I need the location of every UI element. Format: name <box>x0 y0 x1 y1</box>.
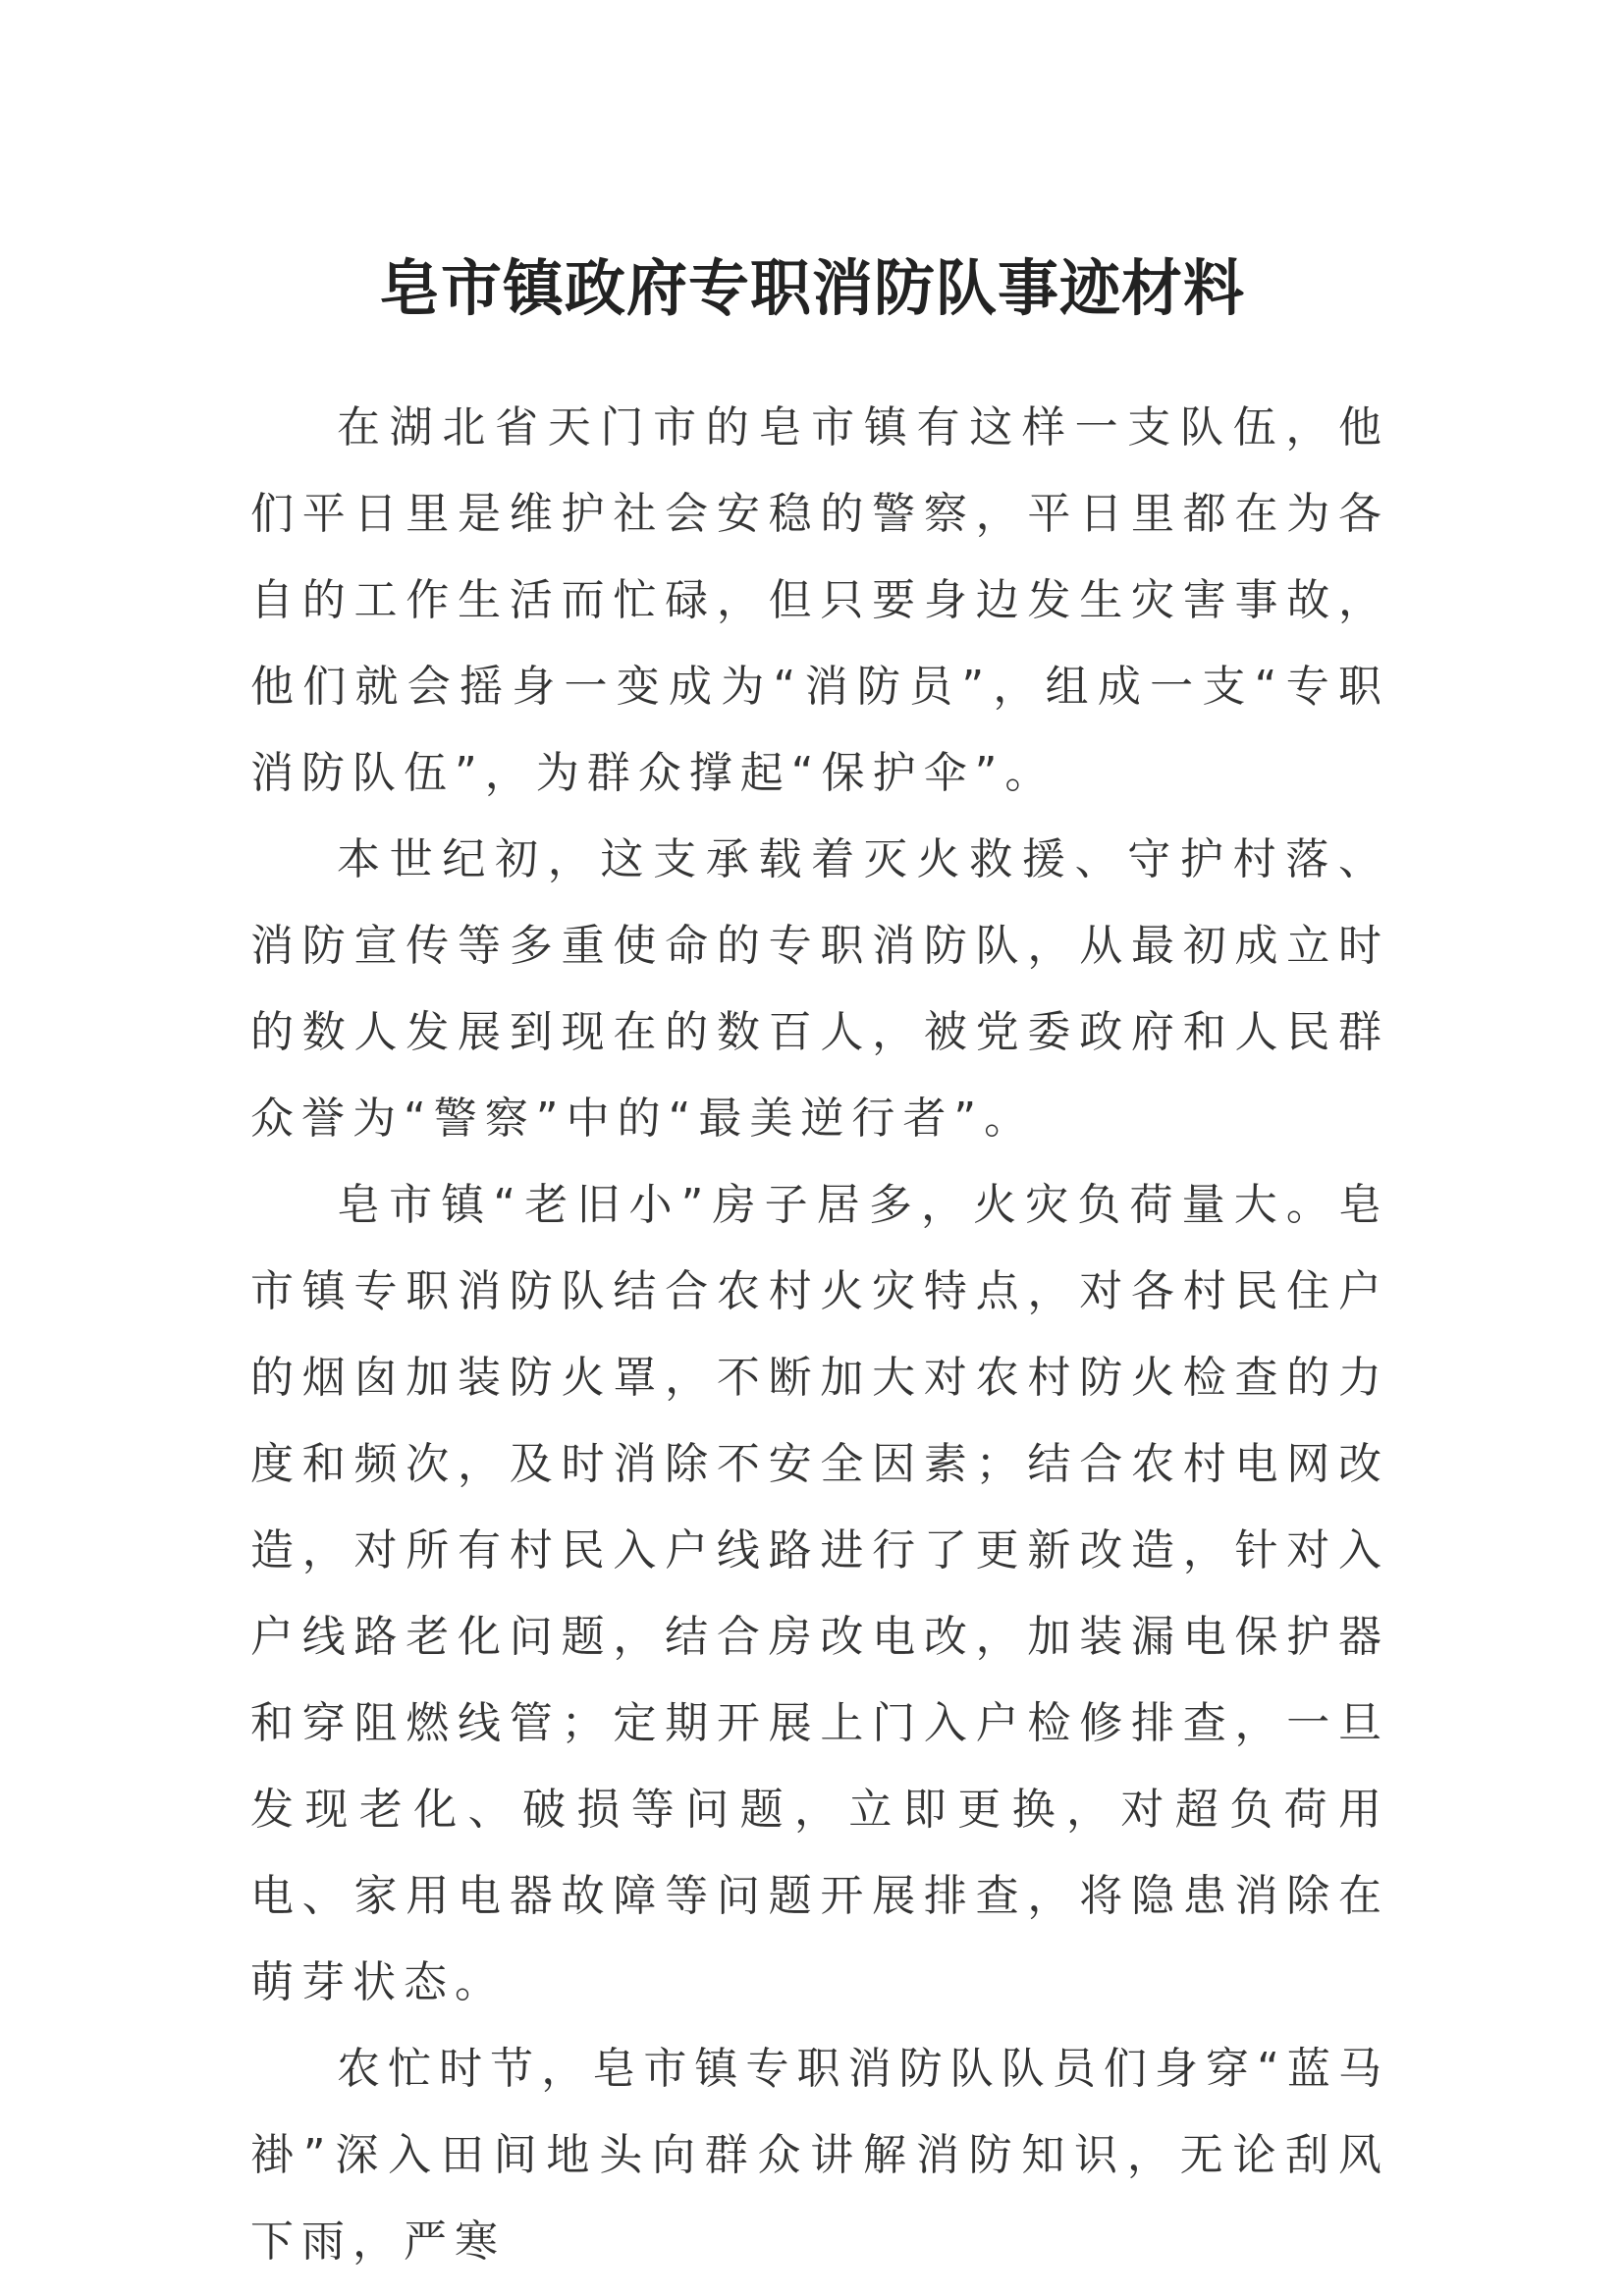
document-body <box>250 385 1389 2285</box>
paragraph-1: 在湖北省天门市的皂市镇有这样一支队伍，他们平日里是维护社会安稳的警察，平日里都在为各自的工作生活而忙碌，但只要身边发生灾害事故，他们就会摇身一变成为“消防员”，组成一支“专职消防队伍”，为群众撑起“保护伞”。 <box>250 402 1389 798</box>
paragraph-3: 皂市镇“老旧小”房子居多，火灾负荷量大。皂市镇专职消防队结合农村火灾特点，对各村民住户的烟囱加装防火罩，不断加大对农村防火检查的力度和频次，及时消除不安全因素；结合农村电网改造，对所有村民入户线路进行了更新改造，针对入户线路老化问题，结合房改电改，加装漏电保护器和穿阻燃线管；定期开展上门入户检修排查，一旦发现老化、破损等问题，立即更换，对超负荷用电、家用电器故障等问题开展排查，将隐患消除在萌芽状态。 <box>250 1180 1389 2007</box>
document-title: 皂市镇政府专职消防队事迹材料 <box>378 251 1245 324</box>
paragraph-4: 农忙时节，皂市镇专职消防队队员们身穿“蓝马褂”深入田间地头向群众讲解消防知识，无论刮风下雨，严寒 <box>250 2044 1389 2267</box>
paragraph-2: 本世纪初，这支承载着灭火救援、守护村落、消防宣传等多重使命的专职消防队，从最初成立时的数人发展到现在的数百人，被党委政府和人民群众誉为“警察”中的“最美逆行者”。 <box>250 834 1389 1144</box>
